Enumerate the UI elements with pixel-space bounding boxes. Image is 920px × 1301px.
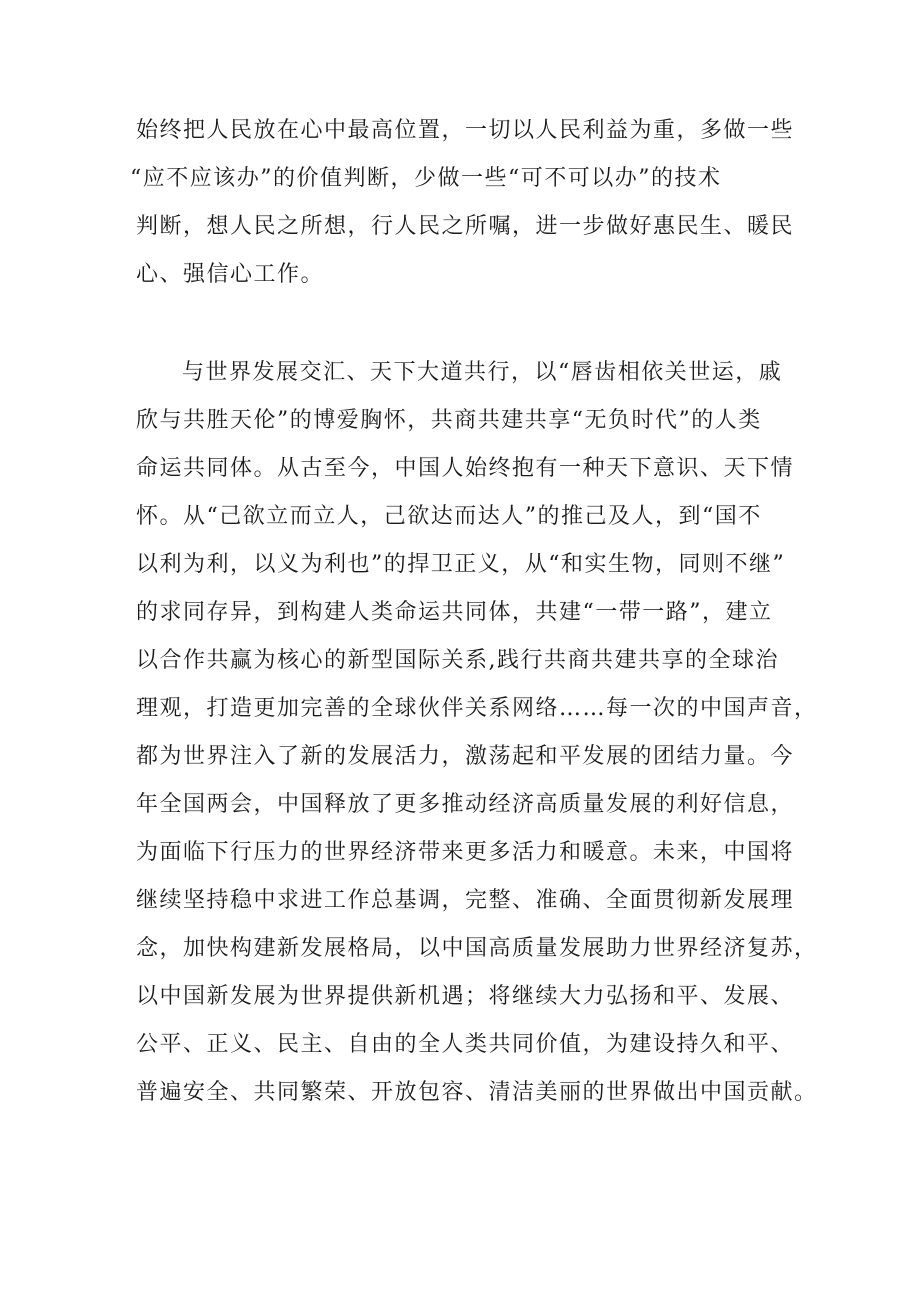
text-line: 理观，打造更加完善的全球伙伴关系网络……每一次的中国声音，	[136, 696, 818, 721]
text-line: 公平、正义、民主、自由的全人类共同价值，为建设持久和平、	[136, 1032, 795, 1057]
text-line: 心、强信心工作。	[136, 262, 325, 287]
text-line: 以合作共赢为核心的新型国际关系,践行共商共建共享的全球治	[136, 648, 779, 673]
text-line: 以利为利，以义为利也”的捍卫正义，从“和实生物，同则不继”	[136, 552, 786, 577]
text-line: 都为世界注入了新的发展活力，激荡起和平发展的团结力量。今	[136, 744, 795, 769]
text-line: 继续坚持稳中求进工作总基调，完整、准确、全面贯彻新发展理	[136, 888, 795, 913]
text-line: 怀。从“己欲立而立人，己欲达而达人”的推己及人，到“国不	[136, 504, 762, 529]
text-line: 以中国新发展为世界提供新机遇；将继续大力弘扬和平、发展、	[136, 984, 795, 1009]
text-line: 与世界发展交汇、天下大道共行，以“唇齿相依关世运，戚	[182, 360, 783, 385]
text-line: 为面临下行压力的世界经济带来更多活力和暖意。未来，中国将	[136, 840, 795, 865]
text-line: 普遍安全、共同繁荣、开放包容、清洁美丽的世界做出中国贡献。	[136, 1080, 818, 1105]
text-line: 念，加快构建新发展格局，以中国高质量发展助力世界经济复苏，	[136, 936, 818, 961]
text-line: 始终把人民放在心中最高位置，一切以人民利益为重，多做一些	[136, 118, 795, 143]
text-line: 判断，想人民之所想，行人民之所嘱，进一步做好惠民生、暖民	[136, 214, 795, 239]
text-line: 命运共同体。从古至今，中国人始终抱有一种天下意识、天下情	[136, 456, 795, 481]
text-line: 的求同存异，到构建人类命运共同体，共建“一带一路”，建立	[136, 600, 773, 625]
text-line: 欣与共胜天伦”的博爱胸怀，共商共建共享“无负时代”的人类	[136, 408, 762, 433]
text-line: “应不应该办”的价值判断，少做一些“可不可以办”的技术	[130, 166, 722, 191]
text-line: 年全国两会，中国释放了更多推动经济高质量发展的利好信息，	[136, 792, 795, 817]
